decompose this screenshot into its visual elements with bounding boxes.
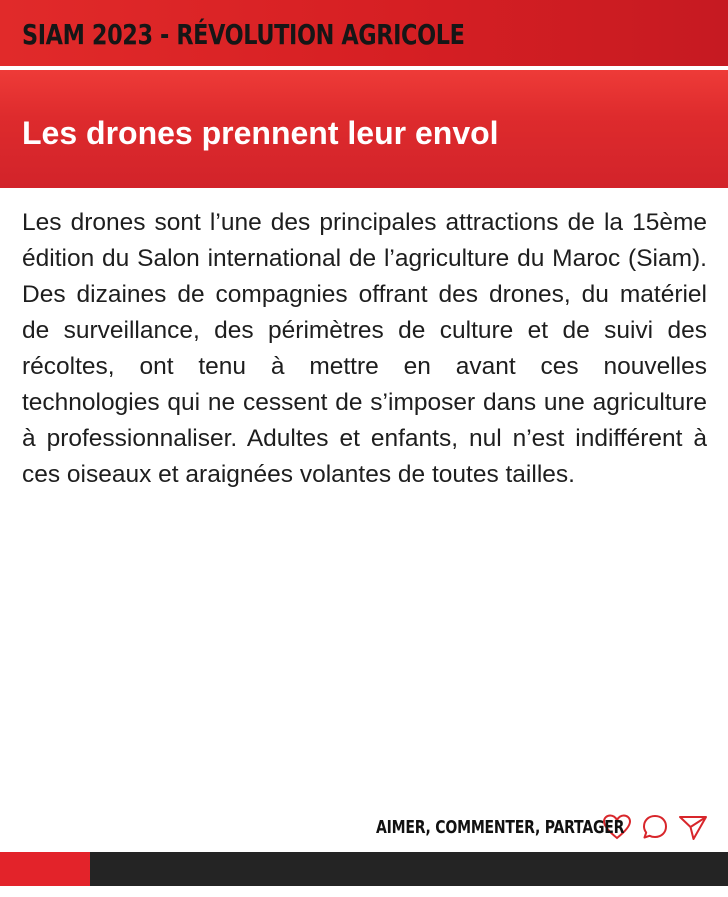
social-actions [306,812,708,842]
share-icon[interactable] [678,812,708,842]
article-headline: Les drones prennent leur envol [22,115,499,151]
section-kicker: SIAM 2023 - RÉVOLUTION AGRICOLE [22,18,465,51]
social-call-to-action: AIMER, COMMENTER, PARTAGER [375,816,624,838]
kicker-band [0,0,728,66]
footer-accent-bar [0,852,90,886]
article-body: Les drones sont l’une des principales attractions de la 15ème édition du Salon international de l’agriculture du Maroc (Siam). Des dizaines de compagnies offrant des drones, du matériel de surveillance, des périmètres de culture et de suivi des récoltes, ont tenu à mettre en avant ces nouvelles technologies qui ne cessent de s’imposer dans une agriculture à professionnaliser. Adultes et enfants, nul n’est indifférent à ces oiseaux et araignées volantes de toutes tailles. [22,209,707,488]
footer-bar [90,852,728,886]
headline-band [0,70,728,188]
comment-icon[interactable] [640,812,670,842]
